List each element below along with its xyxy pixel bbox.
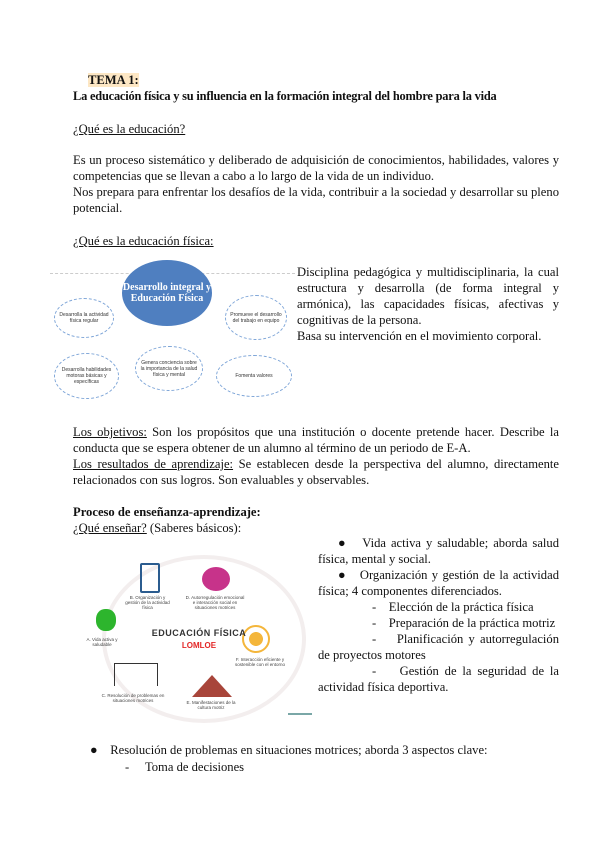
what-teach: ¿Qué enseñar? (Saberes básicos): [73,521,242,535]
bullet-item: ● Organización y gestión de la actividad física; 4 componentes diferenciados. [318,568,559,598]
diagram-node: Genera conciencia sobre la importancia de la salud física y mental [135,346,203,391]
diagram-node: Fomenta valores [216,355,292,397]
sub-item: - Preparación de la práctica motriz [372,616,556,630]
brain-icon [202,567,230,591]
paragraph-prepare: Nos prepara para enfrentar los desafíos de la vida, contribuir a la sociedad y desarrollar su pleno potencial. [73,185,559,215]
doc-title: La educación física y su influencia en la formación integral del hombre para la vida [73,89,497,103]
diagram-center: Desarrollo integral y Educación Física [122,260,212,326]
sub-item: - Gestión de la seguridad de la actividad física deportiva. [318,664,559,694]
saberes-list [318,535,559,695]
lomloe-subtitle: LOMLOE [181,641,217,650]
question-education: ¿Qué es la educación? [73,122,186,136]
lomloe-label: D. Autorregulación emocional e interacción social en situaciones motrices [185,595,245,610]
clipboard-icon [140,563,160,593]
paragraph-education: Es un proceso sistemático y deliberado de adquisición de conocimientos, habilidades, valores y competencias que se llevan a cabo a lo largo de la vida de un individuo. [73,153,559,183]
lomloe-label: B. Organización y gestión de la actividad física [125,595,170,610]
tema-label: TEMA 1: [88,73,139,87]
lomloe-graphic [80,545,318,717]
results-paragraph: Los resultados de aprendizaje: Se establecen desde la perspectiva del alumno, directamente relacionados con sus logros. Son evaluables y observables. [73,457,559,487]
bullet-item: ● Vida activa y saludable; aborda salud física, mental y social. [318,536,559,566]
sub-item: - Elección de la práctica física [372,600,534,614]
bullet-item: ● Resolución de problemas en situaciones motrices; aborda 3 aspectos clave: [90,743,488,757]
lomloe-label: A. Vida activa y saludable [86,637,118,647]
lomloe-label: E. Manifestaciones de la cultura motriz [186,700,236,710]
objectives-paragraph: Los objetivos: Son los propósitos que una institución o docente pretende hacer. Describe la conducta que se espera obtener de un alumno al término de un periodo de E-A. [73,425,559,455]
diagram-node: Desarrolla habilidades motoras básicas y específicas [54,353,119,399]
question-pe: ¿Qué es la educación física: [73,234,214,248]
diagram-node: Desarrolla la actividad física regular [54,298,114,338]
lomloe-title: EDUCACIÓN FÍSICA [151,628,247,638]
sub-item: - Toma de decisiones [125,760,245,774]
diagram-node: Promueve el desarrollo del trabajo en equipo [225,295,287,340]
pencil-ruler-icon [114,663,158,686]
lomloe-label: F. Interacción eficiente y sostenible con el entorno [234,657,286,667]
concept-diagram [50,258,295,403]
pe-definition: Disciplina pedagógica y multidisciplinaria, la cual estructura y desarrolla (de forma integral y armónica), las capacidades físicas, afectivas y cognitivas de la persona. [297,265,559,327]
pe-basis: Basa su intervención en el movimiento corporal. [297,329,542,343]
lomloe-label: C. Resolución de problemas en situaciones motrices [101,693,165,703]
mountain-icon [192,675,232,697]
sub-item: - Planificación y autorregulación de proyectos motores [318,632,559,662]
process-heading: Proceso de enseñanza-aprendizaje: [73,505,261,519]
